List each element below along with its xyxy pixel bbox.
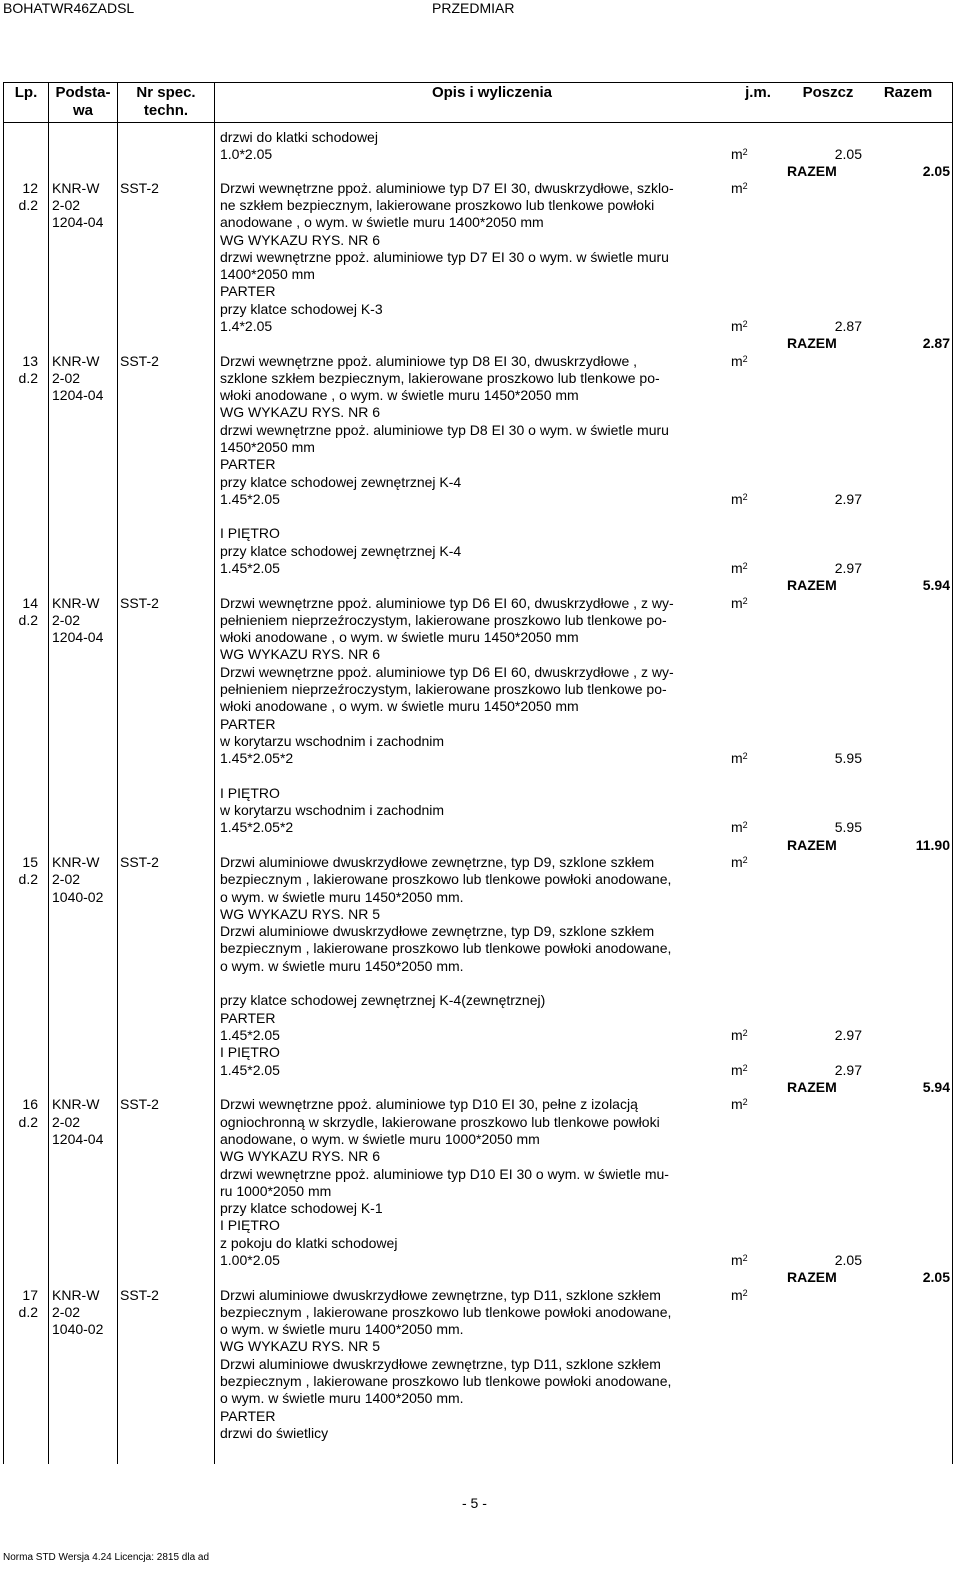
document-title: PRZEDMIAR [432, 0, 515, 16]
description-line: WG WYKAZU RYS. NR 6 [220, 646, 380, 662]
podstawa-cell: 2-02 [52, 1304, 81, 1320]
lp-cell: d.2 [18, 197, 38, 213]
description-line: pełnieniem nieprzeźroczystym, lakierowane proszkowo lub tlenkowe po- [220, 681, 667, 697]
lp-cell: 13 [22, 353, 38, 369]
unit-cell: $m^2$ [731, 1027, 748, 1043]
podstawa-cell: 2-02 [52, 197, 81, 213]
description-line: drzwi do świetlicy [220, 1425, 329, 1441]
document-code: BOHATWR46ZADSL [3, 0, 135, 16]
lp-cell: d.2 [18, 871, 38, 887]
lp-cell: 17 [22, 1287, 38, 1303]
unit-cell: $m^2$ [731, 595, 748, 611]
description-line: WG WYKAZU RYS. NR 5 [220, 1338, 380, 1354]
lp-cell: 16 [22, 1096, 38, 1112]
podstawa-cell: KNR-W [52, 595, 100, 611]
description-line: w korytarzu wschodnim i zachodnim [220, 802, 445, 818]
description-line: WG WYKAZU RYS. NR 6 [220, 404, 380, 420]
description-line: w korytarzu wschodnim i zachodnim [220, 733, 445, 749]
description-line: 1.45*2.05 [220, 560, 280, 576]
poszcz-value: 2.87 [834, 318, 862, 334]
description-line: o wym. w świetle muru 1400*2050 mm. [220, 1390, 464, 1406]
description-line: 1.45*2.05*2 [220, 819, 294, 835]
poszcz-value: 5.95 [834, 750, 862, 766]
unit-exponent: 2 [742, 319, 748, 329]
podstawa-cell: 1040-02 [52, 1321, 104, 1337]
description-line: z pokoju do klatki schodowej [220, 1235, 398, 1251]
description-line: drzwi wewnętrzne ppoż. aluminiowe typ D7 EI 30 o wym. w świetle muru [220, 249, 669, 265]
description-line: o wym. w świetle muru 1400*2050 mm. [220, 1321, 464, 1337]
description-line: przy klatce schodowej zewnętrznej K-4(zewnętrznej) [220, 992, 546, 1008]
poszcz-value: 2.05 [834, 1252, 862, 1268]
podstawa-cell: 1040-02 [52, 889, 104, 905]
description-line: I PIĘTRO [220, 525, 280, 541]
podstawa-cell: KNR-W [52, 854, 100, 870]
description-line: anodowane , o wym. w świetle muru 1400*2050 mm [220, 214, 544, 230]
poszcz-value: 2.97 [834, 491, 862, 507]
description-line: ru 1000*2050 mm [220, 1183, 332, 1199]
description-line: o wym. w świetle muru 1450*2050 mm. [220, 889, 464, 905]
footer-license: Norma STD Wersja 4.24 Licencja: 2815 dla ad [3, 1552, 210, 1563]
lp-cell: d.2 [18, 1114, 38, 1130]
unit-cell: $m^2$ [731, 750, 748, 766]
col-header-opis: Opis i wyliczenia [431, 84, 553, 101]
description-line: przy klatce schodowej zewnętrznej K-4 [220, 543, 462, 559]
spec-cell: SST-2 [120, 854, 159, 870]
lp-cell: 12 [22, 180, 38, 196]
poszcz-value: 2.97 [834, 1062, 862, 1078]
description-line: 1.45*2.05 [220, 1027, 280, 1043]
description-line: przy klatce schodowej zewnętrznej K-4 [220, 474, 462, 490]
unit-exponent: 2 [742, 1253, 748, 1263]
poszcz-value: 2.97 [834, 1027, 862, 1043]
description-line: bezpiecznym , lakierowane proszkowo lub tlenkowe powłoki anodowane, [220, 940, 672, 956]
unit-exponent: 2 [742, 855, 748, 865]
col-header-spec-2: techn. [143, 102, 189, 119]
description-line: I PIĘTRO [220, 1044, 280, 1060]
podstawa-cell: 2-02 [52, 1114, 81, 1130]
unit-cell: $m^2$ [731, 1252, 748, 1268]
unit-exponent: 2 [742, 1063, 748, 1073]
description-line: Drzwi wewnętrzne ppoż. aluminiowe typ D7 EI 30, dwuskrzydłowe, szklo- [220, 180, 674, 196]
header-bottom-border [3, 122, 953, 123]
unit-cell: $m^2$ [731, 353, 748, 369]
col-header-poszcz: Poszcz [802, 84, 854, 101]
description-line: przy klatce schodowej K-1 [220, 1200, 383, 1216]
unit-exponent: 2 [742, 561, 748, 571]
razem-total: 5.94 [922, 1079, 950, 1095]
podstawa-cell: 1204-04 [52, 1131, 104, 1147]
razem-label: RAZEM [787, 1079, 837, 1095]
razem-total: 2.05 [922, 163, 950, 179]
podstawa-cell: 2-02 [52, 612, 81, 628]
podstawa-cell: 2-02 [52, 370, 81, 386]
col-header-podstawa-1: Podsta- [55, 84, 111, 101]
poszcz-value: 2.05 [834, 146, 862, 162]
lp-cell: 14 [22, 595, 38, 611]
description-line: 1.4*2.05 [220, 318, 273, 334]
razem-total: 11.90 [915, 837, 950, 853]
description-line: PARTER [220, 1010, 276, 1026]
unit-cell: $m^2$ [731, 146, 748, 162]
description-line: szklone szkłem bezpiecznym, lakierowane proszkowo lub tlenkowe po- [220, 370, 660, 386]
description-line: ne szkłem bezpiecznym, lakierowane proszkowo lub tlenkowe powłoki [220, 197, 655, 213]
description-line: drzwi wewnętrzne ppoż. aluminiowe typ D10 EI 30 o wym. w świetle mu- [220, 1166, 669, 1182]
page-header [0, 0, 960, 20]
description-line: 1.0*2.05 [220, 146, 273, 162]
description-line: o wym. w świetle muru 1450*2050 mm. [220, 958, 464, 974]
border-left [3, 82, 4, 1464]
unit-exponent: 2 [742, 354, 748, 364]
col-divider-lp [48, 82, 49, 1464]
unit-cell: $m^2$ [731, 854, 748, 870]
description-line: włoki anodowane , o wym. w świetle muru 1450*2050 mm [220, 387, 579, 403]
podstawa-cell: KNR-W [52, 1287, 100, 1303]
col-header-lp: Lp. [14, 84, 38, 101]
description-line: I PIĘTRO [220, 785, 280, 801]
description-line: Drzwi aluminiowe dwuskrzydłowe zewnętrzne, typ D9, szklone szkłem [220, 923, 655, 939]
razem-total: 2.87 [922, 335, 950, 351]
description-line: WG WYKAZU RYS. NR 5 [220, 906, 380, 922]
description-line: 1400*2050 mm [220, 266, 315, 282]
podstawa-cell: KNR-W [52, 353, 100, 369]
poszcz-value: 5.95 [834, 819, 862, 835]
unit-cell: $m^2$ [731, 180, 748, 196]
spec-cell: SST-2 [120, 1287, 159, 1303]
description-line: włoki anodowane , o wym. w świetle muru 1450*2050 mm [220, 629, 579, 645]
unit-cell: $m^2$ [731, 560, 748, 576]
lp-cell: d.2 [18, 370, 38, 386]
poszcz-value: 2.97 [834, 560, 862, 576]
unit-exponent: 2 [742, 1288, 748, 1298]
razem-label: RAZEM [787, 837, 837, 853]
col-header-razem: Razem [883, 84, 933, 101]
col-header-spec-1: Nr spec. [136, 84, 196, 101]
description-line: Drzwi aluminiowe dwuskrzydłowe zewnętrzne, typ D11, szklone szkłem [220, 1287, 661, 1303]
description-line: Drzwi wewnętrzne ppoż. aluminiowe typ D8 EI 30, dwuskrzydłowe , [220, 353, 638, 369]
description-line: 1.45*2.05 [220, 1062, 280, 1078]
razem-label: RAZEM [787, 577, 837, 593]
description-line: PARTER [220, 1408, 276, 1424]
spec-cell: SST-2 [120, 1096, 159, 1112]
description-line: przy klatce schodowej K-3 [220, 301, 383, 317]
podstawa-cell: 2-02 [52, 871, 81, 887]
description-line: PARTER [220, 283, 276, 299]
description-line: pełnieniem nieprzeźroczystym, lakierowane proszkowo lub tlenkowe po- [220, 612, 667, 628]
description-line: Drzwi aluminiowe dwuskrzydłowe zewnętrzne, typ D9, szklone szkłem [220, 854, 655, 870]
podstawa-cell: 1204-04 [52, 387, 104, 403]
border-right [952, 82, 953, 1464]
podstawa-cell: KNR-W [52, 180, 100, 196]
spec-cell: SST-2 [120, 595, 159, 611]
podstawa-cell: KNR-W [52, 1096, 100, 1112]
description-line: 1.45*2.05*2 [220, 750, 294, 766]
razem-label: RAZEM [787, 335, 837, 351]
col-divider-podstawa [117, 82, 118, 1464]
lp-cell: d.2 [18, 1304, 38, 1320]
page-number: - 5 - [462, 1495, 487, 1511]
podstawa-cell: 1204-04 [52, 629, 104, 645]
unit-cell: $m^2$ [731, 1287, 748, 1303]
description-line: 1.00*2.05 [220, 1252, 280, 1268]
unit-cell: $m^2$ [731, 491, 748, 507]
description-line: drzwi do klatki schodowej [220, 129, 378, 145]
razem-total: 2.05 [922, 1269, 950, 1285]
unit-exponent: 2 [742, 147, 748, 157]
description-line: I PIĘTRO [220, 1217, 280, 1233]
description-line: bezpiecznym , lakierowane proszkowo lub tlenkowe powłoki anodowane, [220, 871, 672, 887]
description-line: PARTER [220, 456, 276, 472]
col-header-podstawa-2: wa [72, 102, 93, 119]
spec-cell: SST-2 [120, 180, 159, 196]
unit-cell: $m^2$ [731, 1096, 748, 1112]
unit-exponent: 2 [742, 820, 748, 830]
description-line: włoki anodowane , o wym. w świetle muru 1450*2050 mm [220, 698, 579, 714]
description-line: anodowane, o wym. w świetle muru 1000*2050 mm [220, 1131, 540, 1147]
unit-exponent: 2 [742, 181, 748, 191]
razem-label: RAZEM [787, 163, 837, 179]
description-line: WG WYKAZU RYS. NR 6 [220, 232, 380, 248]
description-line: Drzwi wewnętrzne ppoż. aluminiowe typ D6 EI 60, dwuskrzydłowe , z wy- [220, 595, 674, 611]
col-header-jm: j.m. [745, 84, 771, 101]
podstawa-cell: 1204-04 [52, 214, 104, 230]
unit-exponent: 2 [742, 492, 748, 502]
unit-exponent: 2 [742, 596, 748, 606]
unit-exponent: 2 [742, 1028, 748, 1038]
description-line: Drzwi wewnętrzne ppoż. aluminiowe typ D10 EI 30, pełne z izolacją [220, 1096, 638, 1112]
description-line: drzwi wewnętrzne ppoż. aluminiowe typ D8 EI 30 o wym. w świetle muru [220, 422, 669, 438]
header-top-border [3, 82, 953, 83]
description-line: 1450*2050 mm [220, 439, 315, 455]
description-line: 1.45*2.05 [220, 491, 280, 507]
description-line: bezpiecznym , lakierowane proszkowo lub tlenkowe powłoki anodowane, [220, 1304, 672, 1320]
col-divider-spec [214, 82, 215, 1464]
lp-cell: d.2 [18, 612, 38, 628]
description-line: Drzwi wewnętrzne ppoż. aluminiowe typ D6 EI 60, dwuskrzydłowe , z wy- [220, 664, 674, 680]
lp-cell: 15 [22, 854, 38, 870]
unit-cell: $m^2$ [731, 819, 748, 835]
description-line: PARTER [220, 716, 276, 732]
razem-total: 5.94 [922, 577, 950, 593]
description-line: ogniochronną w skrzydle, lakierowane proszkowo lub tlenkowe powłoki [220, 1114, 660, 1130]
spec-cell: SST-2 [120, 353, 159, 369]
unit-exponent: 2 [742, 1097, 748, 1107]
unit-exponent: 2 [742, 751, 748, 761]
unit-cell: $m^2$ [731, 1062, 748, 1078]
unit-cell: $m^2$ [731, 318, 748, 334]
description-line: Drzwi aluminiowe dwuskrzydłowe zewnętrzne, typ D11, szklone szkłem [220, 1356, 661, 1372]
description-line: bezpiecznym , lakierowane proszkowo lub tlenkowe powłoki anodowane, [220, 1373, 672, 1389]
razem-label: RAZEM [787, 1269, 837, 1285]
description-line: WG WYKAZU RYS. NR 6 [220, 1148, 380, 1164]
